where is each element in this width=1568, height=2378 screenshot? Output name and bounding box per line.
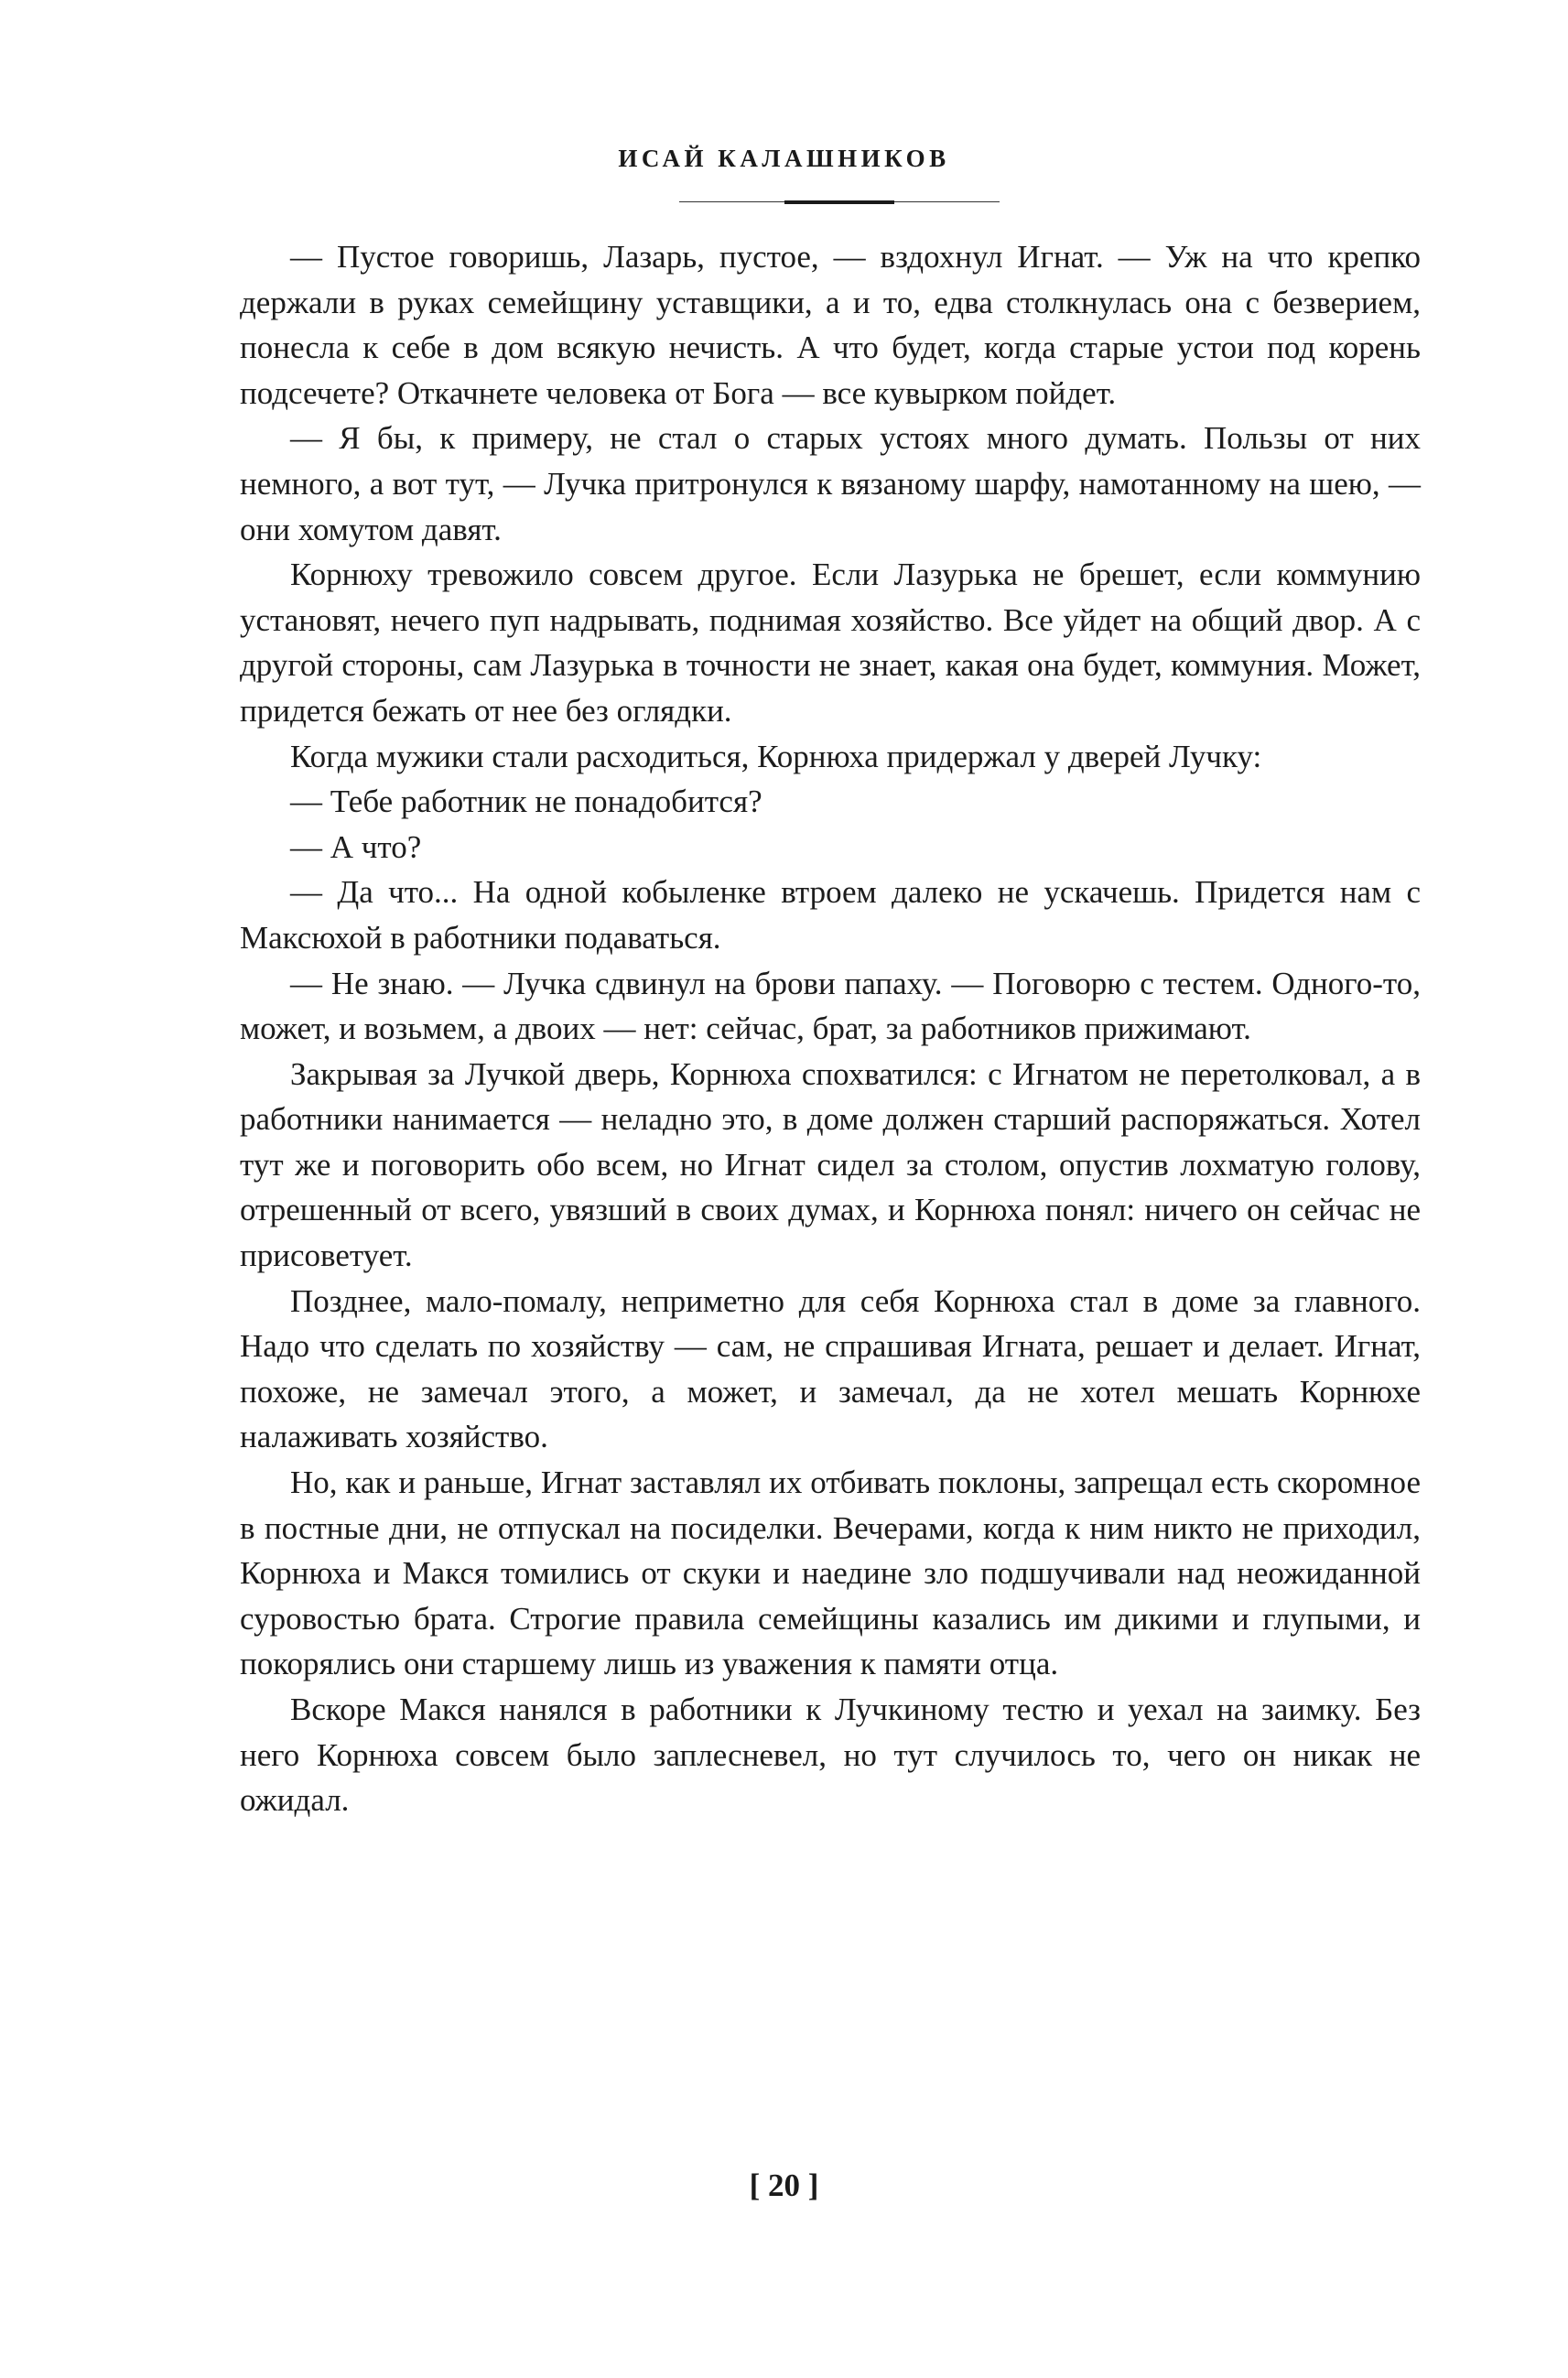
body-text: [240, 234, 1421, 1823]
paragraph: — Пустое говоришь, Лазарь, пустое, — вздохнул Игнат. — Уж на что крепко держали в руках семейщину уставщики, а и то, едва столкнулась она с безверием, понесла к себе в дом всякую нечисть. А что будет, когда старые устои под корень подсечете? Откачнете человека от Бога — все кувырком пойдет.: [240, 239, 1421, 411]
paragraph: Позднее, мало-помалу, неприметно для себя Корнюха стал в доме за главного. Надо что сделать по хозяйству — сам, не спрашивая Игната, решает и делает. Игнат, похоже, не замечал этого, а может, и замечал, да не хотел мешать Корнюхе налаживать хозяйство.: [240, 1282, 1421, 1455]
paragraph: Но, как и раньше, Игнат заставлял их отбивать поклоны, запрещал есть скоромное в постные дни, не отпускал на посиделки. Вечерами, когда к ним никто не приходил, Корнюха и Макся томились от скуки и наедине зло подшучивали над неожиданной суровостью брата. Строгие правила семейщины казались им дикими и глупыми, и покорялись они старшему лишь из уважения к памяти отца.: [240, 1465, 1421, 1682]
paragraph: Когда мужики стали расходиться, Корнюха придержал у дверей Лучку:: [290, 738, 1262, 774]
paragraph: — Я бы, к примеру, не стал о старых устоях много думать. Пользы от них немного, а вот тут, — Лучка притронулся к вязаному шарфу, намотанному на шею, — они хомутом давят.: [240, 420, 1421, 547]
paragraph: — Да что... На одной кобыленке втроем далеко не ускачешь. Придется нам с Максюхой в работники подаваться.: [240, 874, 1421, 956]
paragraph: Корнюху тревожило совсем другое. Если Лазурька не брешет, если коммунию установят, нечего пуп надрывать, поднимая хозяйство. Все уйдет на общий двор. А с другой стороны, сам Лазурька в точности не знает, какая она будет, коммуния. Может, придется бежать от нее без оглядки.: [240, 557, 1421, 729]
running-head: ИСАЙ КАЛАШНИКОВ: [618, 145, 950, 172]
paragraph: Вскоре Макся нанялся в работники к Лучкиному тестю и уехал на заимку. Без него Корнюха совсем было заплесневел, но тут случилось то, чего он никак не ожидал.: [240, 1692, 1421, 1819]
paragraph: — Не знаю. — Лучка сдвинул на брови папаху. — Поговорю с тестем. Одного-то, может, и возьмем, а двоих — нет: сейчас, брат, за работников прижимают.: [240, 965, 1421, 1047]
header-rule-thick-line: [784, 200, 894, 204]
page-number: [ 20 ]: [749, 2167, 819, 2203]
paragraph: — Тебе работник не понадобится?: [290, 784, 762, 820]
paragraph: Закрывая за Лучкой дверь, Корнюха спохватился: с Игнатом не перетолковал, а в работники нанимается — неладно это, в доме должен старший распоряжаться. Хотел тут же и поговорить обо всем, но Игнат сидел за столом, опустив лохматую голову, отрешенный от всего, увязший в своих думах, и Корнюха понял: ничего он сейчас не присоветует.: [240, 1055, 1421, 1274]
header-rule: [679, 200, 1000, 205]
paragraph: — А что?: [290, 828, 422, 865]
